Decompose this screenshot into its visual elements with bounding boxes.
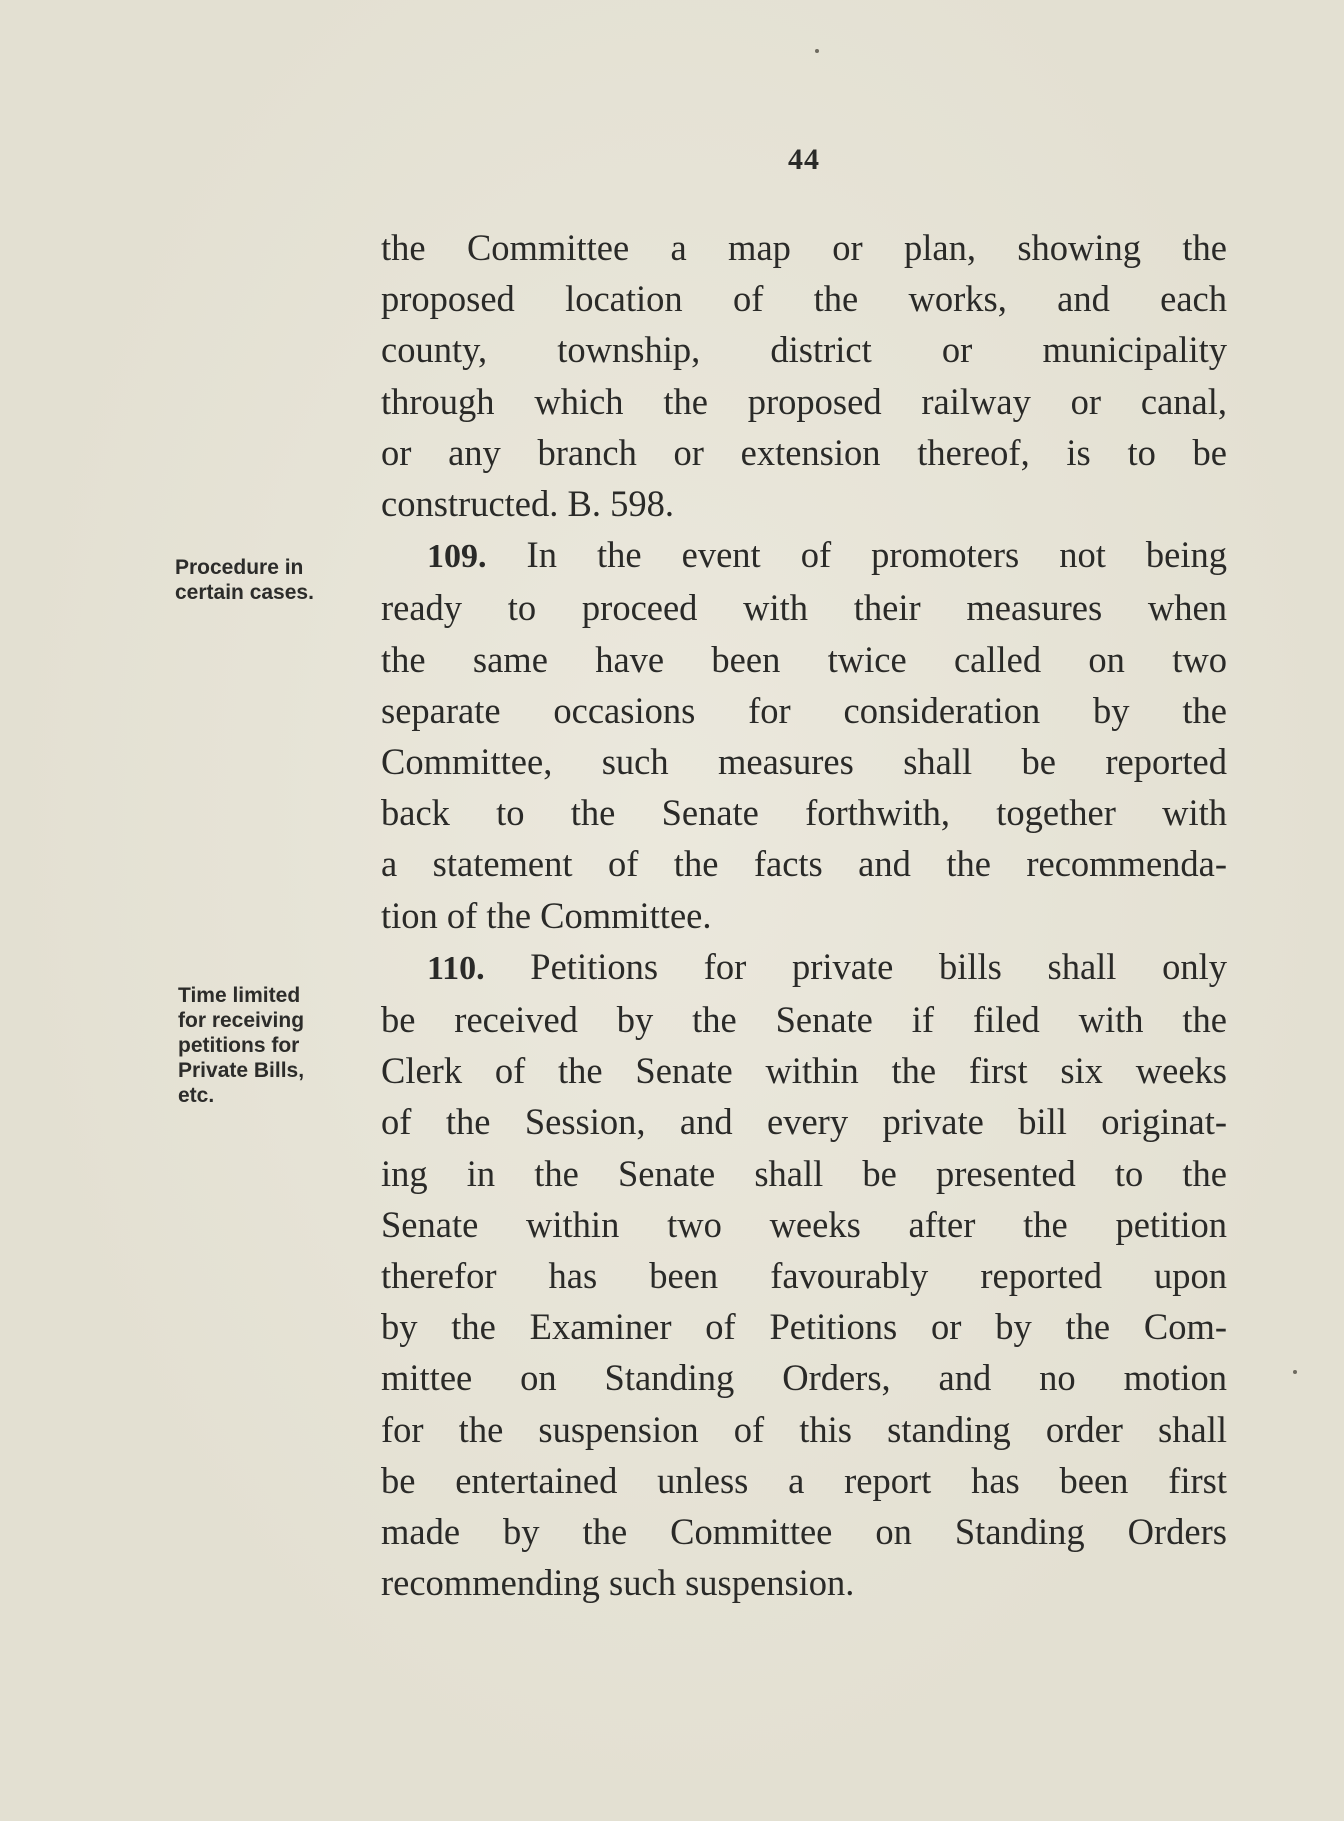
margin-note-line: Procedure in [175, 556, 304, 579]
text-line: the Committee a map or plan, showing the [381, 227, 1227, 268]
paper-speck [815, 49, 819, 53]
text-line: proposed location of the works, and each [381, 278, 1227, 320]
text-line: In the event of promoters not being [526, 534, 1227, 576]
text-line: be entertained unless a report has been first [381, 1459, 1227, 1501]
text-line: the same have been twice called on two [381, 638, 1227, 680]
text-line: Petitions for private bills shall only [530, 945, 1227, 987]
text-line: by the Examiner of Petitions or by the Com- [381, 1306, 1227, 1348]
body-text [381, 222, 1227, 1608]
section-number: 110. [427, 949, 485, 987]
text-line: Senate within two weeks after the petition [381, 1203, 1227, 1245]
margin-note-procedure [175, 555, 314, 605]
text-line: constructed. B. 598. [381, 483, 674, 525]
margin-note-line: etc. [178, 1084, 215, 1107]
margin-note-line: certain cases. [175, 581, 314, 604]
text-line: Clerk of the Senate within the first six weeks [381, 1050, 1227, 1092]
text-line: recommending such suspension. [381, 1562, 855, 1604]
text-line: ing in the Senate shall be presented to the [381, 1152, 1227, 1194]
page-number: 44 [788, 143, 820, 176]
margin-note-line: Private Bills, [178, 1059, 305, 1082]
text-line: a statement of the facts and the recommenda- [381, 843, 1227, 885]
text-line: made by the Committee on Standing Orders [381, 1511, 1227, 1553]
text-line: of the Session, and every private bill originat- [381, 1101, 1227, 1143]
text-line: therefor has been favourably reported upon [381, 1255, 1227, 1297]
text-line: separate occasions for consideration by the [381, 689, 1227, 731]
text-line: back to the Senate forthwith, together with [381, 792, 1227, 834]
text-line: tion of the Committee. [381, 894, 712, 936]
text-line: Committee, such measures shall be reported [381, 741, 1227, 783]
text-line: county, township, district or municipality [381, 329, 1227, 371]
text-line: ready to proceed with their measures when [381, 587, 1227, 629]
section-first-line [381, 529, 1227, 582]
paragraph-continuation [381, 222, 1227, 529]
text-line: or any branch or extension thereof, is to be [381, 431, 1227, 473]
margin-note-time-limited [178, 983, 304, 1108]
section-110 [381, 941, 1227, 1609]
section-number: 109. [427, 538, 487, 576]
text-line: be received by the Senate if filed with the [381, 999, 1227, 1041]
section-109 [381, 529, 1227, 941]
paper-speck [1293, 1370, 1297, 1374]
margin-note-line: Time limited [178, 984, 301, 1007]
margin-note-line: for receiving [178, 1009, 305, 1032]
text-line: for the suspension of this standing order shall [381, 1408, 1227, 1450]
text-line: mittee on Standing Orders, and no motion [381, 1357, 1227, 1399]
margin-note-line: petitions for [178, 1034, 300, 1057]
text-line: through which the proposed railway or canal, [381, 380, 1227, 422]
section-first-line [381, 941, 1227, 994]
